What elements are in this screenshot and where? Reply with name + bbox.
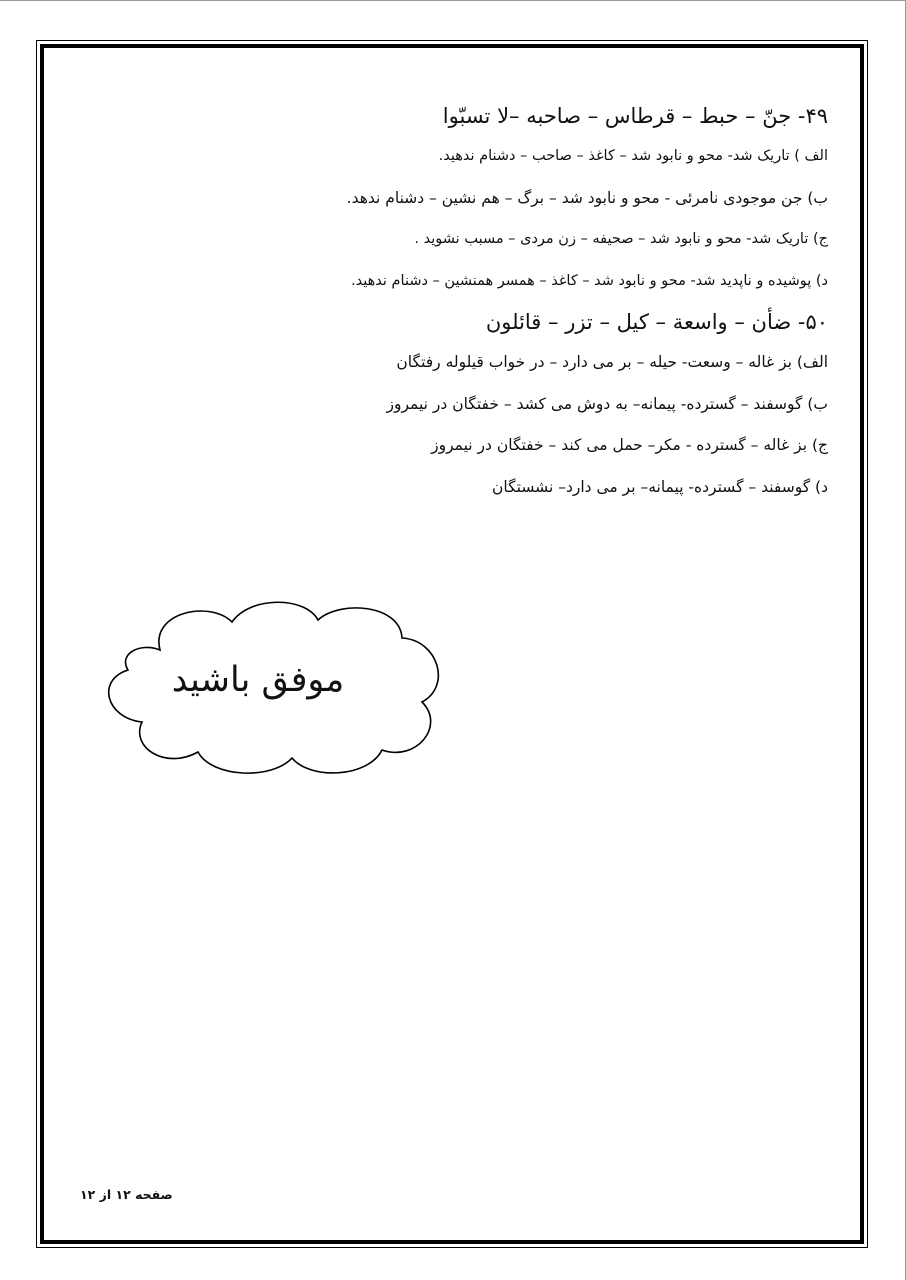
question-50-option-b: ب) گوسفند – گسترده- پیمانه– به دوش می کشد – خفتگان در نیمروز [386,394,828,413]
question-50-title: ۵۰- ضأن – واسعة – کیل – تزر – قائلون [485,310,828,334]
question-49-option-b: ب) جن موجودی نامرئی - محو و نابود شد – برگ – هم نشین – دشنام ندهد. [346,188,828,207]
closing-message: موفق باشید [171,660,345,700]
question-50-option-a: الف) بز غاله – وسعت- حیله – بر می دارد – در خواب قیلوله رفتگان [396,353,828,371]
page-top-edge [0,0,906,1]
question-50-option-d: د) گوسفند – گسترده- پیمانه– بر می دارد– نشستگان [492,477,828,496]
question-49-option-a: الف ) تاریک شد- محو و نابود شد – کاغذ – صاحب – دشنام ندهید. [438,148,828,164]
page-number-footer: صفحه ۱۲ از ۱۲ [80,1187,173,1202]
question-50-option-c: ج) بز غاله – گسترده - مکر– حمل می کند – خفتگان در نیمروز [431,436,828,454]
question-49-option-d: د) پوشیده و ناپدید شد- محو و نابود شد – کاغذ – همسر همنشین – دشنام ندهید. [351,272,828,289]
question-49-option-c: ج) تاریک شد- محو و نابود شد – صحیفه – زن مردی – مسبب نشوید . [414,231,828,247]
questions-content [190,96,828,508]
question-49-title: ۴۹- جنّ – حبط – قرطاس – صاحبه –لا تسبّوا [442,104,828,128]
